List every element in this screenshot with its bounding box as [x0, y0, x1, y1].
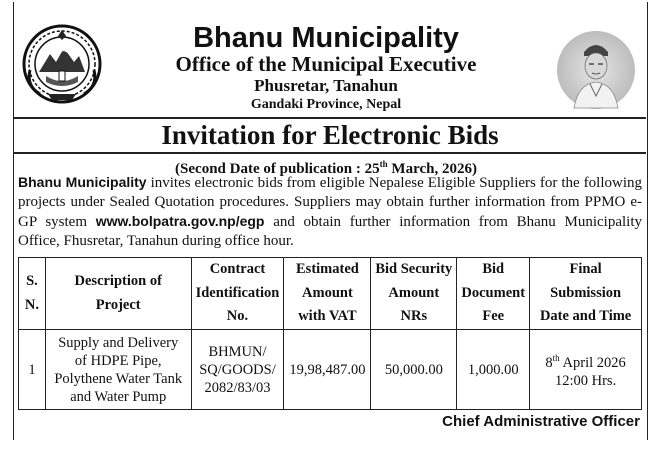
cell-description: Supply and Delivery of HDPE Pipe, Polythene Water Tank and Water Pump — [45, 330, 191, 410]
header-document-fee: Bid Document Fee — [457, 258, 530, 330]
table-row — [19, 330, 642, 410]
table-header-row — [19, 258, 642, 330]
egp-website-link[interactable]: www.bolpatra.gov.np/egp — [95, 213, 265, 229]
cell-contract-id: BHMUN/ SQ/GOODS/ 2082/83/03 — [191, 330, 284, 410]
cell-estimated-amount: 19,98,487.00 — [284, 330, 371, 410]
header-submission-deadline: Final Submission Date and Time — [530, 258, 642, 330]
bid-table — [18, 257, 642, 410]
cell-submission-deadline: 8th April 2026 12:00 Hrs. — [530, 330, 642, 410]
header-bid-security: Bid Security Amount NRs — [371, 258, 457, 330]
cell-document-fee: 1,000.00 — [457, 330, 530, 410]
publication-date: (Second Date of publication : 25th March, 2026) — [175, 159, 477, 177]
cell-bid-security: 50,000.00 — [371, 330, 457, 410]
cell-sn: 1 — [19, 330, 46, 410]
header-description: Description of Project — [45, 258, 191, 330]
address-line: Phusretar, Tanahun — [254, 76, 398, 95]
header-contract-id: Contract Identification No. — [191, 258, 284, 330]
province-line: Gandaki Province, Nepal — [250, 97, 402, 112]
header-sn: S. N. — [19, 258, 46, 330]
notice-title: Invitation for Electronic Bids — [14, 117, 646, 154]
signatory-title: Chief Administrative Officer — [442, 413, 640, 430]
org-name: Bhanu Municipality — [193, 22, 459, 54]
intro-paragraph: Bhanu Municipality invites electronic bids from eligible Nepalese Eligible Suppliers for the following projects under Sealed Quotation procedures. Suppliers may obtain further information from PPMO e-GP system www.bolpatra.gov.np/egp and obtain further information from Bhanu Municipality Office, Fhusretar, Tanahun during office hour. — [18, 174, 642, 249]
header-estimated-amount: Estimated Amount with VAT — [284, 258, 371, 330]
office-name: Office of the Municipal Executive — [175, 52, 477, 76]
intro-org-name: Bhanu Municipality — [18, 174, 147, 190]
